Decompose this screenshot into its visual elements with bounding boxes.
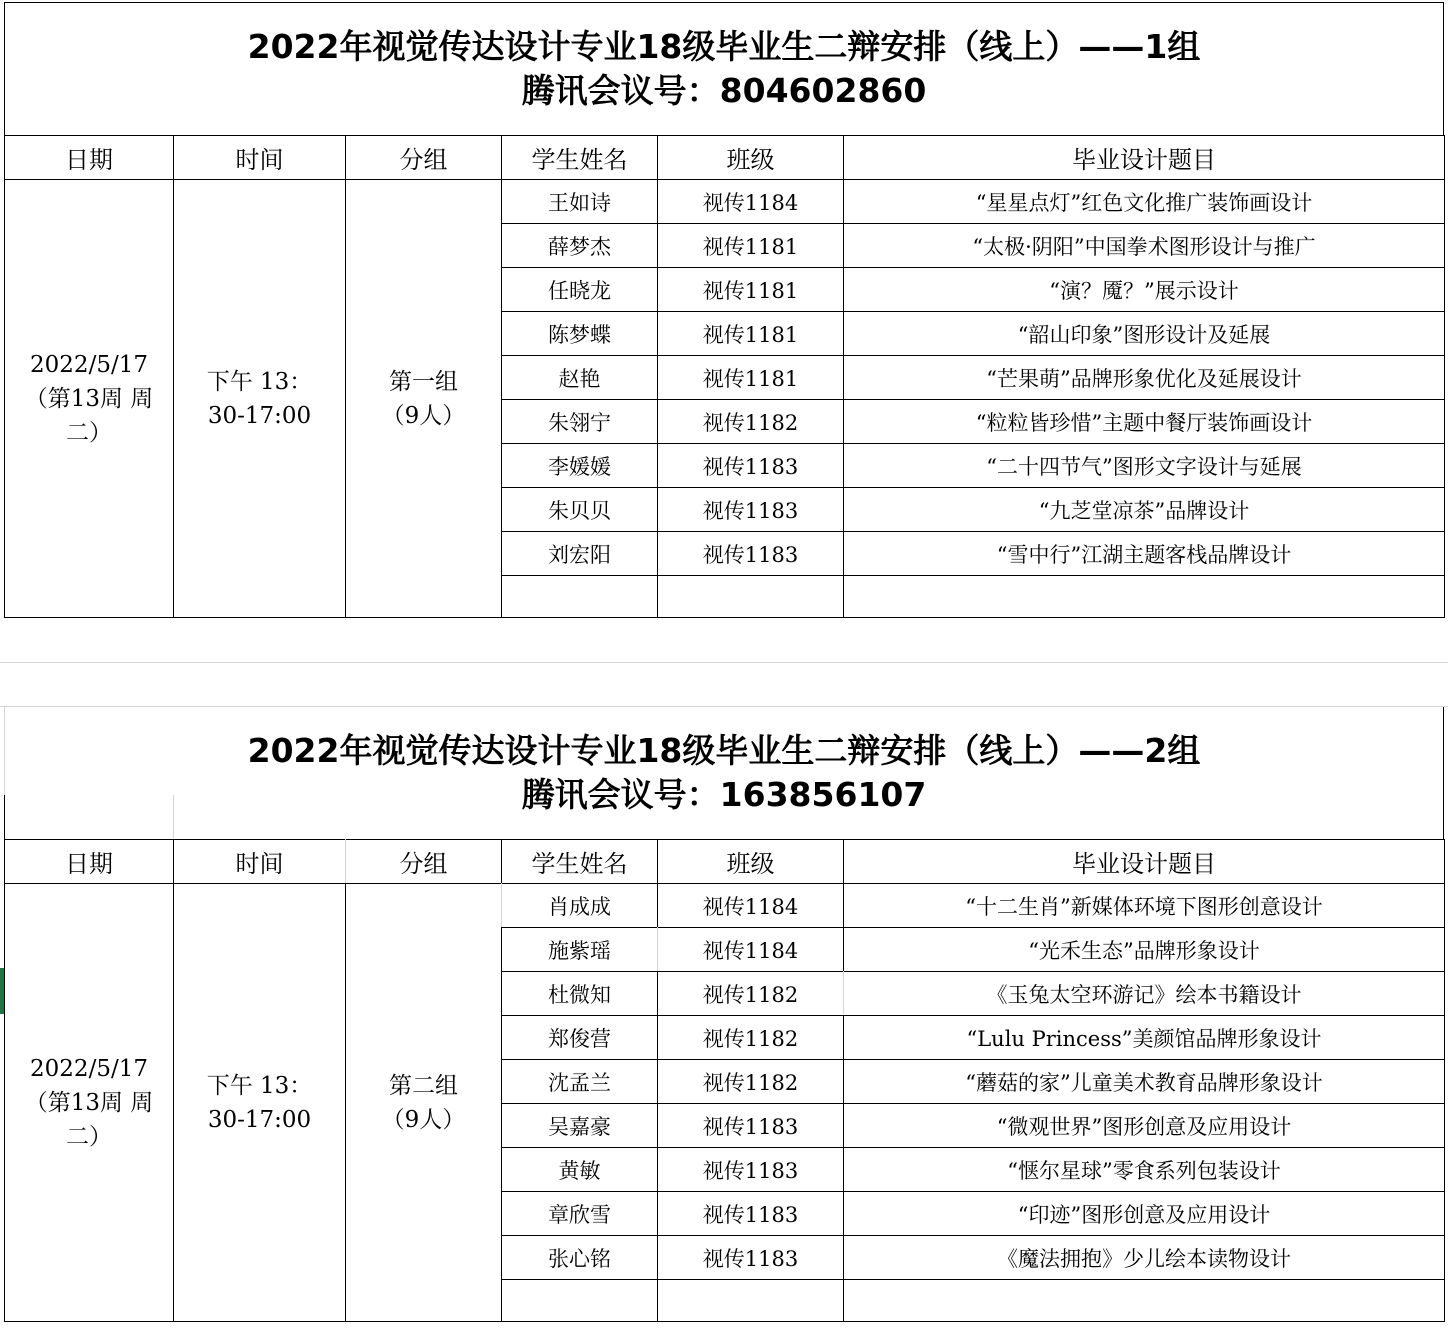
header-row xyxy=(5,136,1445,180)
class-cell[interactable] xyxy=(658,1280,844,1322)
student-name-cell[interactable]: 朱翎宁 xyxy=(502,400,658,444)
group-cell[interactable]: 第二组（9人） xyxy=(346,884,502,1322)
column-header[interactable]: 日期 xyxy=(5,840,174,884)
topic-cell[interactable]: “粒粒皆珍惜”主题中餐厅装饰画设计 xyxy=(844,400,1445,444)
topic-cell[interactable]: “印迹”图形创意及应用设计 xyxy=(844,1192,1445,1236)
topic-cell[interactable]: 《玉兔太空环游记》绘本书籍设计 xyxy=(844,972,1445,1016)
student-name-cell[interactable]: 施紫瑶 xyxy=(502,928,658,972)
empty-row[interactable] xyxy=(0,619,1448,663)
column-header[interactable]: 班级 xyxy=(658,136,844,180)
student-name-cell[interactable]: 张心铭 xyxy=(502,1236,658,1280)
topic-cell[interactable]: “蘑菇的家”儿童美术教育品牌形象设计 xyxy=(844,1060,1445,1104)
class-cell[interactable]: 视传1182 xyxy=(658,400,844,444)
topic-cell[interactable]: “星星点灯”红色文化推广装饰画设计 xyxy=(844,180,1445,224)
student-name-cell[interactable]: 肖成成 xyxy=(502,884,658,928)
topic-cell[interactable]: “二十四节气”图形文字设计与延展 xyxy=(844,444,1445,488)
date-cell[interactable]: 2022/5/17（第13周 周二） xyxy=(5,180,174,618)
student-name-cell[interactable]: 章欣雪 xyxy=(502,1192,658,1236)
class-cell[interactable]: 视传1182 xyxy=(658,1016,844,1060)
topic-cell[interactable]: “光禾生态”品牌形象设计 xyxy=(844,928,1445,972)
student-name-cell[interactable]: 郑俊营 xyxy=(502,1016,658,1060)
column-header[interactable]: 日期 xyxy=(5,136,174,180)
empty-grid-rows xyxy=(0,619,1448,1015)
class-cell[interactable]: 视传1183 xyxy=(658,444,844,488)
column-header[interactable]: 学生姓名 xyxy=(502,136,658,180)
schedule-title: 2022年视觉传达设计专业18级毕业生二辩安排（线上）——1组 xyxy=(247,27,1201,66)
meeting-id: 腾讯会议号：163856107 xyxy=(521,775,927,814)
topic-cell[interactable] xyxy=(844,576,1445,618)
topic-cell[interactable] xyxy=(844,1280,1445,1322)
column-header[interactable]: 学生姓名 xyxy=(502,840,658,884)
column-header[interactable]: 分组 xyxy=(346,136,502,180)
class-cell[interactable]: 视传1181 xyxy=(658,224,844,268)
class-cell[interactable]: 视传1183 xyxy=(658,532,844,576)
column-header[interactable]: 分组 xyxy=(346,840,502,884)
class-cell[interactable] xyxy=(658,576,844,618)
class-cell[interactable]: 视传1182 xyxy=(658,1060,844,1104)
class-cell[interactable]: 视传1183 xyxy=(658,1104,844,1148)
class-cell[interactable]: 视传1181 xyxy=(658,312,844,356)
topic-cell[interactable]: “雪中行”江湖主题客栈品牌设计 xyxy=(844,532,1445,576)
class-cell[interactable]: 视传1181 xyxy=(658,268,844,312)
class-cell[interactable]: 视传1184 xyxy=(658,884,844,928)
student-name-cell[interactable]: 王如诗 xyxy=(502,180,658,224)
topic-cell[interactable]: “九芝堂凉茶”品牌设计 xyxy=(844,488,1445,532)
date-cell[interactable]: 2022/5/17（第13周 周二） xyxy=(5,884,174,1322)
schedule-title: 2022年视觉传达设计专业18级毕业生二辩安排（线上）——2组 xyxy=(247,731,1201,770)
topic-cell[interactable]: “韶山印象”图形设计及延展 xyxy=(844,312,1445,356)
class-cell[interactable]: 视传1183 xyxy=(658,1236,844,1280)
student-name-cell[interactable]: 黄敏 xyxy=(502,1148,658,1192)
schedule-table xyxy=(4,135,1445,618)
column-header[interactable]: 毕业设计题目 xyxy=(844,840,1445,884)
class-cell[interactable]: 视传1184 xyxy=(658,928,844,972)
topic-cell[interactable]: “芒果萌”品牌形象优化及延展设计 xyxy=(844,356,1445,400)
group-cell[interactable]: 第一组（9人） xyxy=(346,180,502,618)
column-header[interactable]: 班级 xyxy=(658,840,844,884)
class-cell[interactable]: 视传1182 xyxy=(658,972,844,1016)
class-cell[interactable]: 视传1183 xyxy=(658,1148,844,1192)
topic-cell[interactable]: “微观世界”图形创意及应用设计 xyxy=(844,1104,1445,1148)
topic-cell[interactable]: “十二生肖”新媒体环境下图形创意设计 xyxy=(844,884,1445,928)
schedule-title-cell[interactable] xyxy=(4,2,1444,135)
student-name-cell[interactable]: 吴嘉豪 xyxy=(502,1104,658,1148)
topic-cell[interactable]: “Lulu Princess”美颜馆品牌形象设计 xyxy=(844,1016,1445,1060)
class-cell[interactable]: 视传1183 xyxy=(658,1192,844,1236)
student-name-cell[interactable]: 朱贝贝 xyxy=(502,488,658,532)
column-header[interactable]: 毕业设计题目 xyxy=(844,136,1445,180)
column-header[interactable]: 时间 xyxy=(174,840,346,884)
student-name-cell[interactable]: 任晓龙 xyxy=(502,268,658,312)
student-name-cell[interactable] xyxy=(502,576,658,618)
student-name-cell[interactable]: 李媛媛 xyxy=(502,444,658,488)
empty-row[interactable] xyxy=(0,663,1448,707)
student-name-cell[interactable]: 陈梦蝶 xyxy=(502,312,658,356)
table-row xyxy=(5,180,1445,224)
student-name-cell[interactable]: 沈孟兰 xyxy=(502,1060,658,1104)
topic-cell[interactable]: “惬尔星球”零食系列包装设计 xyxy=(844,1148,1445,1192)
topic-cell[interactable]: “太极·阴阳”中国拳术图形设计与推广 xyxy=(844,224,1445,268)
column-header[interactable]: 时间 xyxy=(174,136,346,180)
student-name-cell[interactable]: 杜微知 xyxy=(502,972,658,1016)
class-cell[interactable]: 视传1181 xyxy=(658,356,844,400)
meeting-id: 腾讯会议号：804602860 xyxy=(521,71,927,110)
student-name-cell[interactable] xyxy=(502,1280,658,1322)
student-name-cell[interactable]: 薛梦杰 xyxy=(502,224,658,268)
student-name-cell[interactable]: 赵艳 xyxy=(502,356,658,400)
class-cell[interactable]: 视传1183 xyxy=(658,488,844,532)
class-cell[interactable]: 视传1184 xyxy=(658,180,844,224)
topic-cell[interactable]: 《魔法拥抱》少儿绘本读物设计 xyxy=(844,1236,1445,1280)
topic-cell[interactable]: “演？魇？”展示设计 xyxy=(844,268,1445,312)
student-name-cell[interactable]: 刘宏阳 xyxy=(502,532,658,576)
time-cell[interactable]: 下午 13：30-17:00 xyxy=(174,180,346,618)
time-cell[interactable]: 下午 13：30-17:00 xyxy=(174,884,346,1322)
